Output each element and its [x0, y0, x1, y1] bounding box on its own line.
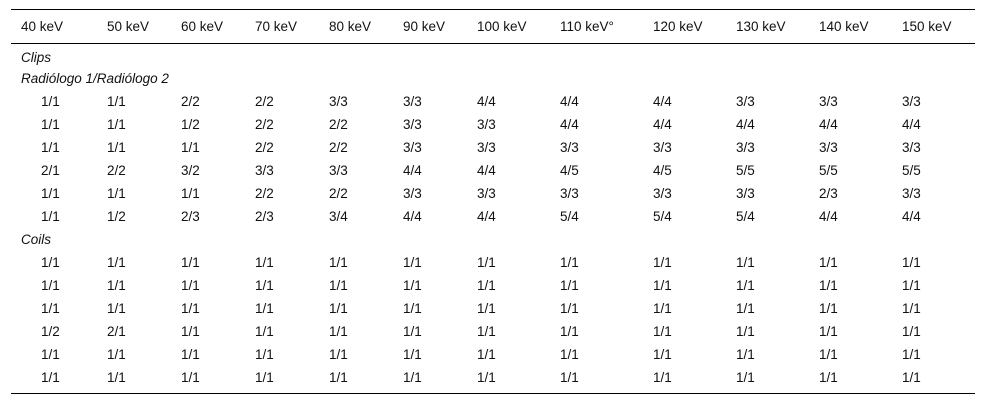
table-cell: 1/2 — [181, 117, 200, 132]
table-cell: 4/4 — [560, 94, 579, 109]
table-cell: 1/1 — [181, 255, 200, 270]
table-cell: 1/1 — [181, 347, 200, 362]
table-cell: 1/1 — [653, 347, 672, 362]
table-row — [11, 343, 975, 366]
table-cell: 1/1 — [255, 347, 274, 362]
table-cell: 3/3 — [902, 94, 921, 109]
table-cell: 4/4 — [819, 117, 838, 132]
column-header: 110 keV° — [550, 10, 643, 44]
table-cell: 4/4 — [477, 94, 496, 109]
table-cell: 1/1 — [477, 255, 496, 270]
table-cell: 2/2 — [107, 163, 126, 178]
table-cell: 1/1 — [902, 255, 921, 270]
table-cell: 1/1 — [181, 324, 200, 339]
table-cell: 1/1 — [41, 255, 60, 270]
table-cell: 1/1 — [477, 347, 496, 362]
table-cell: 1/1 — [403, 347, 422, 362]
table-row — [11, 159, 975, 182]
table-cell: 1/1 — [329, 278, 348, 293]
table-cell: 1/1 — [181, 301, 200, 316]
table-cell: 1/1 — [653, 278, 672, 293]
table-cell: 1/1 — [477, 278, 496, 293]
column-header: 40 keV — [11, 10, 97, 44]
table-cell: 3/3 — [560, 186, 579, 201]
table-cell: 1/1 — [255, 278, 274, 293]
table-cell: 3/3 — [819, 140, 838, 155]
table-cell: 1/1 — [329, 301, 348, 316]
table-cell: 3/3 — [477, 117, 496, 132]
table-cell: 1/1 — [653, 301, 672, 316]
table-cell: 3/3 — [653, 186, 672, 201]
table-cell: 1/1 — [819, 324, 838, 339]
table-cell: 1/1 — [736, 255, 755, 270]
table-cell: 3/3 — [736, 94, 755, 109]
section-row-clips — [11, 44, 975, 68]
table-cell: 2/1 — [107, 324, 126, 339]
table-cell: 2/2 — [329, 186, 348, 201]
table-cell: 1/1 — [107, 347, 126, 362]
table-cell: 1/1 — [819, 370, 838, 385]
table-cell: 5/4 — [560, 209, 579, 224]
table-cell: 1/1 — [403, 370, 422, 385]
table-cell: 1/1 — [902, 347, 921, 362]
table-cell: 1/1 — [653, 255, 672, 270]
table-cell: 4/4 — [560, 117, 579, 132]
table-cell: 1/1 — [329, 255, 348, 270]
table-cell: 4/4 — [403, 163, 422, 178]
table-cell: 1/1 — [255, 324, 274, 339]
table-cell: 1/2 — [107, 209, 126, 224]
table-cell: 3/4 — [329, 209, 348, 224]
table-cell: 4/4 — [403, 209, 422, 224]
table-cell: 4/4 — [653, 117, 672, 132]
table-row — [11, 297, 975, 320]
column-header: 70 keV — [245, 10, 319, 44]
table-cell: 1/1 — [181, 186, 200, 201]
column-header: 150 keV — [892, 10, 975, 44]
table-cell: 1/1 — [255, 255, 274, 270]
table-row — [11, 366, 975, 393]
column-header: 50 keV — [97, 10, 171, 44]
table-cell: 1/1 — [653, 370, 672, 385]
table-cell: 1/1 — [329, 347, 348, 362]
table-cell: 1/1 — [560, 255, 579, 270]
table-cell: 3/3 — [403, 117, 422, 132]
subsection-label-radiologists: Radiólogo 1/Radiólogo 2 — [21, 71, 169, 86]
table-cell: 1/1 — [41, 278, 60, 293]
table-cell: 1/1 — [477, 324, 496, 339]
table-cell: 1/1 — [329, 370, 348, 385]
table-cell: 2/3 — [819, 186, 838, 201]
table-cell: 4/5 — [653, 163, 672, 178]
table-cell: 3/3 — [329, 94, 348, 109]
table-cell: 2/2 — [255, 117, 274, 132]
table-cell: 3/3 — [329, 163, 348, 178]
table-cell: 1/1 — [403, 278, 422, 293]
table-cell: 1/1 — [107, 278, 126, 293]
table-row — [11, 90, 975, 113]
table-cell: 1/1 — [560, 347, 579, 362]
table-cell: 1/1 — [41, 370, 60, 385]
column-header: 120 keV — [643, 10, 726, 44]
table-cell: 1/1 — [107, 140, 126, 155]
table-cell: 3/3 — [403, 94, 422, 109]
table-cell: 1/1 — [181, 370, 200, 385]
column-header: 90 keV — [393, 10, 467, 44]
column-header: 80 keV — [319, 10, 393, 44]
table-cell: 2/2 — [255, 140, 274, 155]
table-cell: 3/3 — [403, 186, 422, 201]
table-cell: 2/2 — [255, 186, 274, 201]
table-cell: 4/4 — [736, 117, 755, 132]
table-row — [11, 320, 975, 343]
table-cell: 5/4 — [736, 209, 755, 224]
table-cell: 1/1 — [403, 301, 422, 316]
table-cell: 1/1 — [736, 370, 755, 385]
table-cell: 3/2 — [181, 163, 200, 178]
table-cell: 2/3 — [255, 209, 274, 224]
section-row-coils — [11, 228, 975, 251]
table-cell: 1/1 — [902, 324, 921, 339]
table-cell: 1/1 — [902, 278, 921, 293]
table-cell: 3/3 — [736, 186, 755, 201]
table-cell: 4/4 — [902, 117, 921, 132]
table-cell: 3/3 — [902, 186, 921, 201]
table-cell: 5/5 — [902, 163, 921, 178]
table-cell: 1/1 — [41, 186, 60, 201]
table-cell: 2/2 — [329, 140, 348, 155]
table-cell: 1/1 — [819, 301, 838, 316]
header-row — [11, 10, 975, 44]
table-cell: 4/5 — [560, 163, 579, 178]
table-cell: 3/3 — [255, 163, 274, 178]
table-cell: 3/3 — [819, 94, 838, 109]
table-row — [11, 136, 975, 159]
table-cell: 1/1 — [736, 324, 755, 339]
table-cell: 2/3 — [181, 209, 200, 224]
table-cell: 1/1 — [107, 301, 126, 316]
table-cell: 1/2 — [41, 324, 60, 339]
table-cell: 4/4 — [477, 209, 496, 224]
table-cell: 1/1 — [41, 347, 60, 362]
table-cell: 3/3 — [653, 140, 672, 155]
table-cell: 1/1 — [181, 278, 200, 293]
table-cell: 1/1 — [41, 209, 60, 224]
table-cell: 1/1 — [403, 324, 422, 339]
table-cell: 5/4 — [653, 209, 672, 224]
table-cell: 1/1 — [902, 301, 921, 316]
table-cell: 2/2 — [255, 94, 274, 109]
table-cell: 1/1 — [477, 301, 496, 316]
table-row — [11, 251, 975, 274]
table-cell: 1/1 — [403, 255, 422, 270]
table-cell: 4/4 — [477, 163, 496, 178]
table-cell: 1/1 — [819, 347, 838, 362]
table-cell: 1/1 — [736, 301, 755, 316]
table-cell: 1/1 — [107, 370, 126, 385]
table-cell: 1/1 — [560, 324, 579, 339]
table-cell: 5/5 — [819, 163, 838, 178]
table-cell: 3/3 — [477, 140, 496, 155]
table-cell: 3/3 — [736, 140, 755, 155]
table-cell: 2/2 — [329, 117, 348, 132]
table-cell: 1/1 — [107, 94, 126, 109]
table-cell: 1/1 — [107, 255, 126, 270]
table-cell: 1/1 — [181, 140, 200, 155]
subsection-row-radiologists — [11, 67, 975, 90]
table-cell: 1/1 — [255, 370, 274, 385]
table-cell: 1/1 — [560, 278, 579, 293]
table-cell: 3/3 — [477, 186, 496, 201]
table-body — [11, 44, 975, 394]
table-row — [11, 205, 975, 228]
column-header: 140 keV — [809, 10, 892, 44]
column-header: 130 keV — [726, 10, 809, 44]
table-cell: 1/1 — [560, 301, 579, 316]
table-header — [11, 10, 975, 44]
table-cell: 1/1 — [329, 324, 348, 339]
table-cell: 1/1 — [477, 370, 496, 385]
table-cell: 1/1 — [107, 186, 126, 201]
table-cell: 3/3 — [902, 140, 921, 155]
section-label-coils: Coils — [21, 232, 52, 247]
table-cell: 4/4 — [653, 94, 672, 109]
column-header: 100 keV — [467, 10, 550, 44]
table-cell: 1/1 — [902, 370, 921, 385]
table-cell: 1/1 — [41, 117, 60, 132]
table-cell: 3/3 — [403, 140, 422, 155]
table-cell: 3/3 — [560, 140, 579, 155]
column-header: 60 keV — [171, 10, 245, 44]
results-table-container — [11, 9, 975, 394]
table-cell: 4/4 — [902, 209, 921, 224]
table-cell: 2/1 — [41, 163, 60, 178]
table-cell: 2/2 — [181, 94, 200, 109]
results-table — [11, 10, 975, 393]
table-cell: 1/1 — [41, 140, 60, 155]
table-cell: 1/1 — [107, 117, 126, 132]
table-cell: 1/1 — [819, 278, 838, 293]
table-cell: 1/1 — [41, 301, 60, 316]
table-row — [11, 274, 975, 297]
section-label-clips: Clips — [21, 50, 52, 65]
table-cell: 1/1 — [653, 324, 672, 339]
table-cell: 1/1 — [560, 370, 579, 385]
table-cell: 4/4 — [819, 209, 838, 224]
table-row — [11, 113, 975, 136]
table-cell: 1/1 — [41, 94, 60, 109]
table-cell: 1/1 — [736, 347, 755, 362]
table-cell: 1/1 — [819, 255, 838, 270]
table-row — [11, 182, 975, 205]
table-cell: 1/1 — [736, 278, 755, 293]
table-cell: 1/1 — [255, 301, 274, 316]
table-cell: 5/5 — [736, 163, 755, 178]
